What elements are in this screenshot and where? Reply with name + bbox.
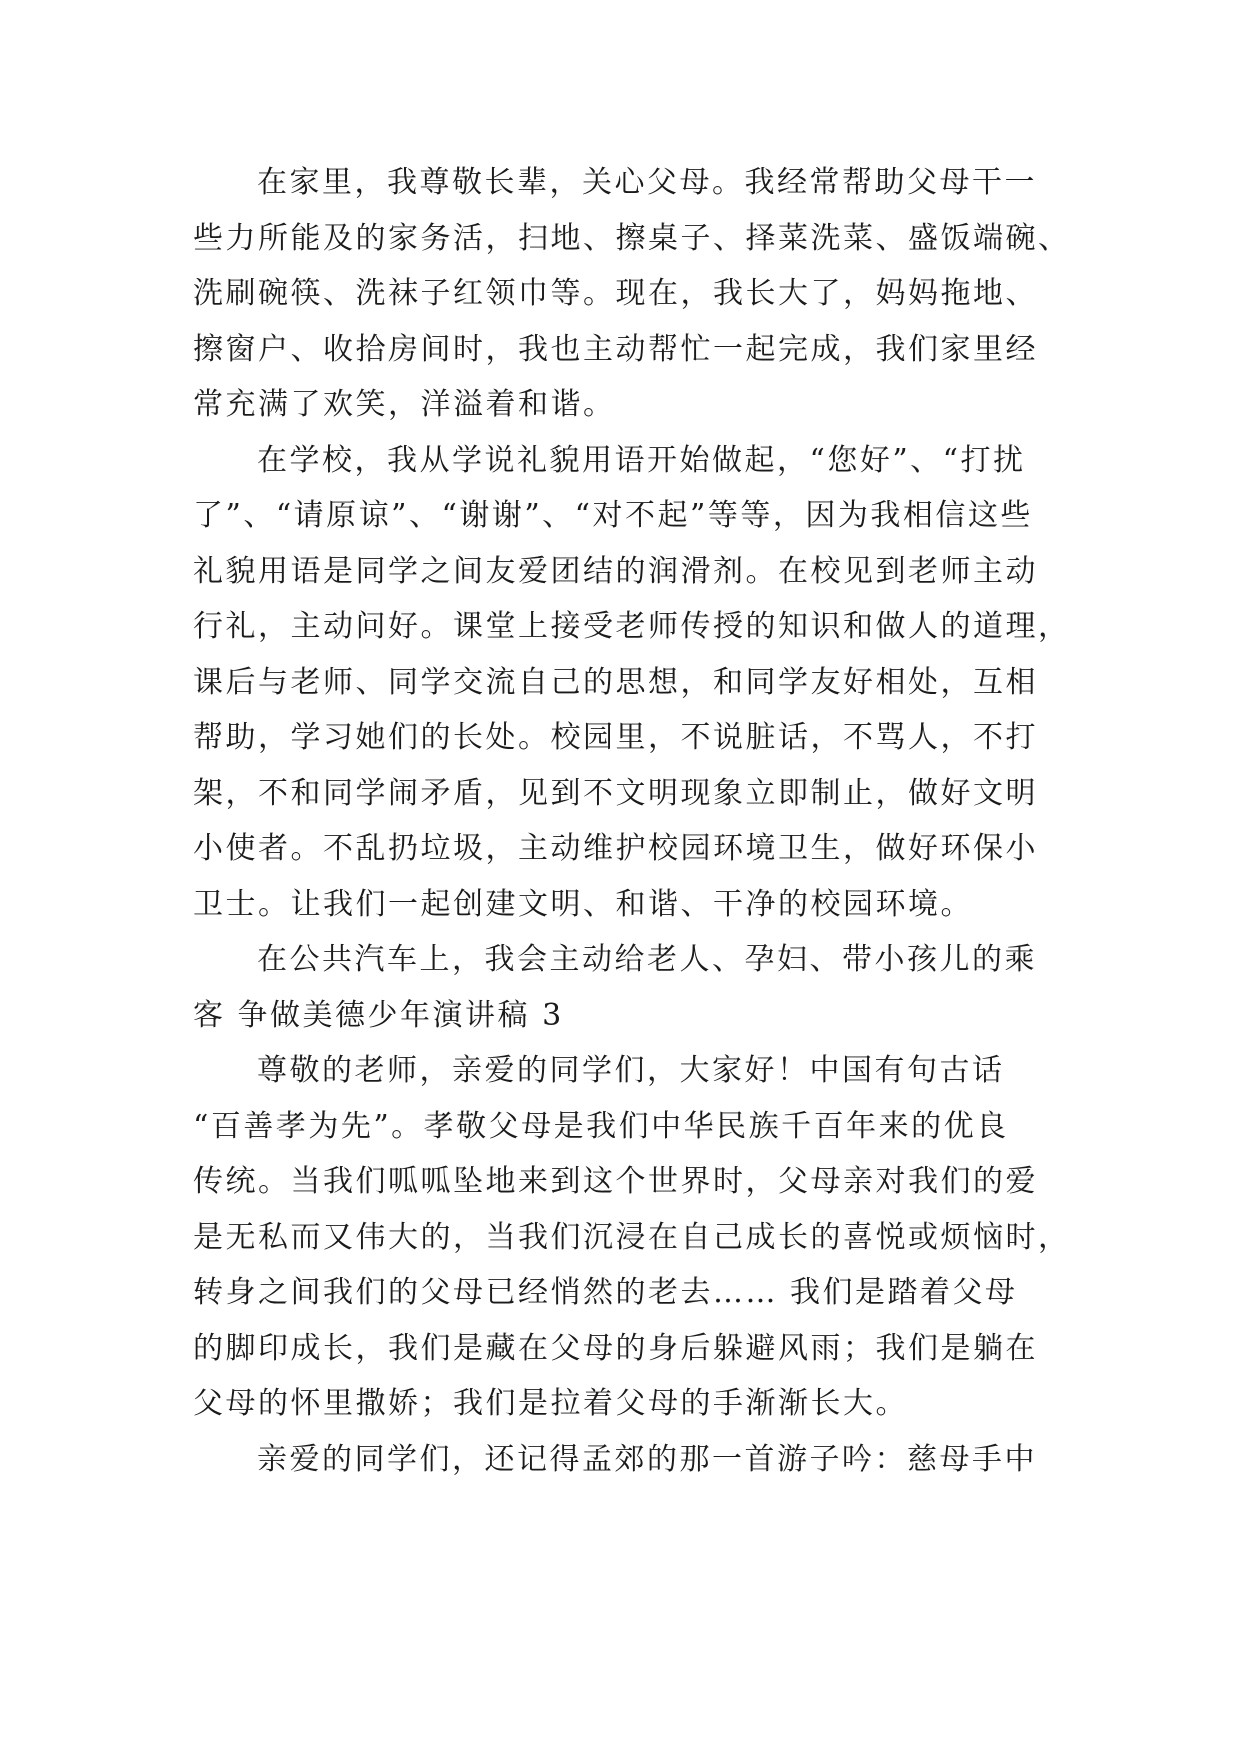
text-line: “百善孝为先”。孝敬父母是我们中华民族千百年来的优良 [193, 1108, 1009, 1144]
text-line: 客 争做美德少年演讲稿 3 [193, 997, 564, 1033]
speech-body [193, 155, 1073, 1487]
text-line: 礼貌用语是同学之间友爱团结的润滑剂。在校见到老师主动 [193, 553, 1038, 589]
text-line: 在公共汽车上，我会主动给老人、孕妇、带小孩儿的乘 [257, 942, 1037, 977]
text-line: 架，不和同学闹矛盾，见到不文明现象立即制止，做好文明 [193, 775, 1038, 811]
text-line: 转身之间我们的父母已经悄然的老去…… 我们是踏着父母 [193, 1275, 1018, 1310]
text-line: 洗刷碗筷、洗袜子红领巾等。现在，我长大了，妈妈拖地、 [193, 276, 1038, 311]
text-line: 传统。当我们呱呱坠地来到这个世界时，父母亲对我们的爱 [193, 1164, 1038, 1199]
text-line: 在家里，我尊敬长辈，关心父母。我经常帮助父母干一 [257, 165, 1037, 200]
text-line: 在学校，我从学说礼貌用语开始做起，“您好”、“打扰 [257, 442, 1026, 478]
text-line: 小使者。不乱扔垃圾，主动维护校园环境卫生，做好环保小 [193, 831, 1038, 866]
text-line: 课后与老师、同学交流自己的思想，和同学友好相处，互相 [193, 664, 1038, 700]
text-line: 些力所能及的家务活，扫地、擦桌子、择菜洗菜、盛饭端碗、 [193, 220, 1071, 256]
text-line: 尊敬的老师，亲爱的同学们，大家好！中国有句古话 [257, 1053, 1005, 1088]
text-line: 卫士。让我们一起创建文明、和谐、干净的校园环境。 [193, 886, 973, 922]
text-line: 父母的怀里撒娇；我们是拉着父母的手渐渐长大。 [193, 1386, 908, 1421]
text-line: 了”、“请原谅”、“谢谢”、“对不起”等等，因为我相信这些 [193, 498, 1033, 533]
text-line: 帮助，学习她们的长处。校园里，不说脏话，不骂人，不打 [193, 720, 1038, 755]
text-line: 亲爱的同学们，还记得孟郊的那一首游子吟：慈母手中 [257, 1441, 1037, 1477]
text-line: 行礼，主动问好。课堂上接受老师传授的知识和做人的道理， [193, 609, 1071, 644]
text-line: 擦窗户、收拾房间时，我也主动帮忙一起完成，我们家里经 [193, 331, 1038, 367]
text-line: 是无私而又伟大的，当我们沉浸在自己成长的喜悦或烦恼时， [193, 1219, 1071, 1255]
text-line: 的脚印成长，我们是藏在父母的身后躲避风雨；我们是躺在 [193, 1330, 1038, 1366]
text-line: 常充满了欢笑，洋溢着和谐。 [193, 387, 616, 422]
